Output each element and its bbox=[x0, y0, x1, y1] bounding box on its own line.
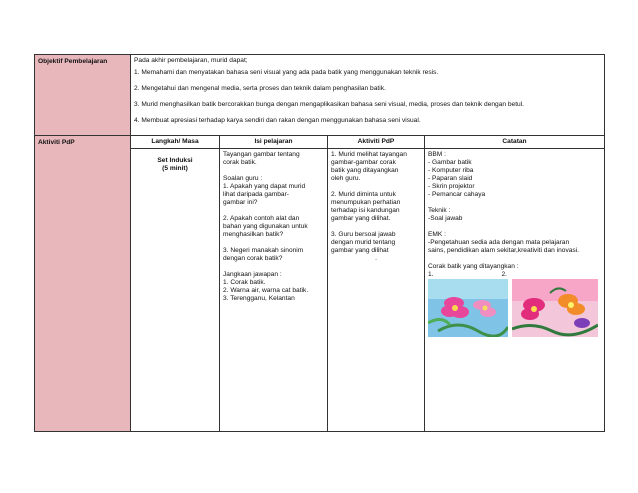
catatan-line: -Pengetahuan sedia ada dengan mata pelajaran bbox=[428, 239, 570, 246]
isi-line: Tayangan gambar tentang bbox=[223, 151, 300, 158]
image-number-2: 2. bbox=[501, 271, 507, 278]
objective-label: Objektif Pembelajaran bbox=[35, 55, 131, 136]
objective-intro: Pada akhir pembelajaran, murid dapat; bbox=[134, 57, 248, 64]
aktiviti-line: 3. Guru bersoal jawab bbox=[331, 231, 396, 238]
catatan-line: - Komputer riba bbox=[428, 167, 474, 174]
catatan-line: BBM : bbox=[428, 151, 446, 158]
aktiviti-line: gambar yang dilihat. bbox=[331, 215, 391, 222]
lesson-plan-table bbox=[34, 54, 605, 432]
batik-image-1 bbox=[428, 279, 508, 337]
objective-item: 3. Murid menghasilkan batik bercorakkan bunga dengan mengaplikasikan bahasa seni visual, media, proses dan teknik dengan betul. bbox=[134, 101, 525, 108]
aktiviti-line: terhadap isi kandungan bbox=[331, 207, 400, 214]
stray-dot: . bbox=[375, 255, 377, 262]
activity-label: Aktiviti PdP bbox=[35, 136, 131, 432]
catatan-cell bbox=[425, 149, 605, 432]
catatan-line: - Pemancar cahaya bbox=[428, 191, 486, 198]
isi-line: bahan yang digunakan untuk bbox=[223, 223, 308, 230]
objective-item: 4. Membuat apresiasi terhadap karya sendiri dan rakan dengan menggunakan bahasa seni visual. bbox=[134, 117, 421, 124]
isi-line: 1. Apakah yang dapat murid bbox=[223, 183, 306, 190]
corak-label: Corak batik yang ditayangkan : bbox=[428, 263, 519, 270]
catatan-line: -Soal jawab bbox=[428, 215, 463, 222]
isi-line: menghasilkan batik? bbox=[223, 231, 284, 238]
aktiviti-line: 1. Murid melihat tayangan bbox=[331, 151, 407, 158]
objective-content bbox=[131, 55, 605, 136]
image-number-1: 1. bbox=[428, 271, 434, 278]
activity-header-row bbox=[35, 136, 605, 149]
isi-line: 1. Corak batik. bbox=[223, 279, 266, 286]
header-isi: Isi pelajaran bbox=[220, 136, 328, 149]
lesson-plan-sheet bbox=[34, 54, 604, 432]
isi-cell bbox=[220, 149, 328, 432]
catatan-line: - Paparan slaid bbox=[428, 175, 473, 182]
objective-item: 2. Mengetahui dan mengenal media, serta proses dan teknik dalam penghasilan batik. bbox=[134, 85, 386, 92]
aktiviti-line: gambar-gambar corak bbox=[331, 159, 396, 166]
header-langkah: Langkah/ Masa bbox=[131, 136, 220, 149]
catatan-line: Teknik : bbox=[428, 207, 451, 214]
objective-row bbox=[35, 55, 605, 136]
langkah-cell bbox=[131, 149, 220, 432]
isi-line: 2. Apakah contoh alat dan bbox=[223, 215, 300, 222]
isi-line: 2. Warna air, warna cat batik. bbox=[223, 287, 309, 294]
catatan-line: EMK : bbox=[428, 231, 446, 238]
aktiviti-line: oleh guru. bbox=[331, 175, 361, 182]
batik-images bbox=[428, 279, 601, 337]
langkah-time: (5 minit) bbox=[162, 165, 188, 172]
isi-line: dengan corak batik? bbox=[223, 255, 283, 262]
catatan-line: - Skrin projektor bbox=[428, 183, 475, 190]
aktiviti-line: dengan murid tentang bbox=[331, 239, 396, 246]
aktiviti-line: gambar yang dilihat bbox=[331, 247, 389, 254]
objective-item: 1. Memahami dan menyatakan bahasa seni visual yang ada pada batik yang menggunakan teknik resis. bbox=[134, 69, 439, 76]
isi-line: 3. Negeri manakah sinonim bbox=[223, 247, 304, 254]
catatan-line: sains, pendidikan alam sekitar,kreativiti dan inovasi. bbox=[428, 247, 580, 254]
aktiviti-line: menumpukan perhatian bbox=[331, 199, 401, 206]
aktiviti-line: batik yang ditayangkan bbox=[331, 167, 399, 174]
langkah-title: Set Induksi bbox=[157, 157, 193, 164]
isi-line: gambar ini? bbox=[223, 199, 258, 206]
aktiviti-line: 2. Murid diminta untuk bbox=[331, 191, 396, 198]
isi-line: lihat daripada gambar- bbox=[223, 191, 289, 198]
isi-line: Jangkaan jawapan : bbox=[223, 271, 282, 278]
isi-line: corak batik. bbox=[223, 159, 257, 166]
batik-image-2 bbox=[512, 279, 598, 337]
header-catatan: Catatan bbox=[425, 136, 605, 149]
isi-line: 3. Terengganu, Kelantan bbox=[223, 295, 295, 302]
header-aktiviti: Aktiviti PdP bbox=[328, 136, 425, 149]
isi-line: Soalan guru : bbox=[223, 175, 263, 182]
catatan-line: - Gambar batik bbox=[428, 159, 472, 166]
aktiviti-cell bbox=[328, 149, 425, 432]
